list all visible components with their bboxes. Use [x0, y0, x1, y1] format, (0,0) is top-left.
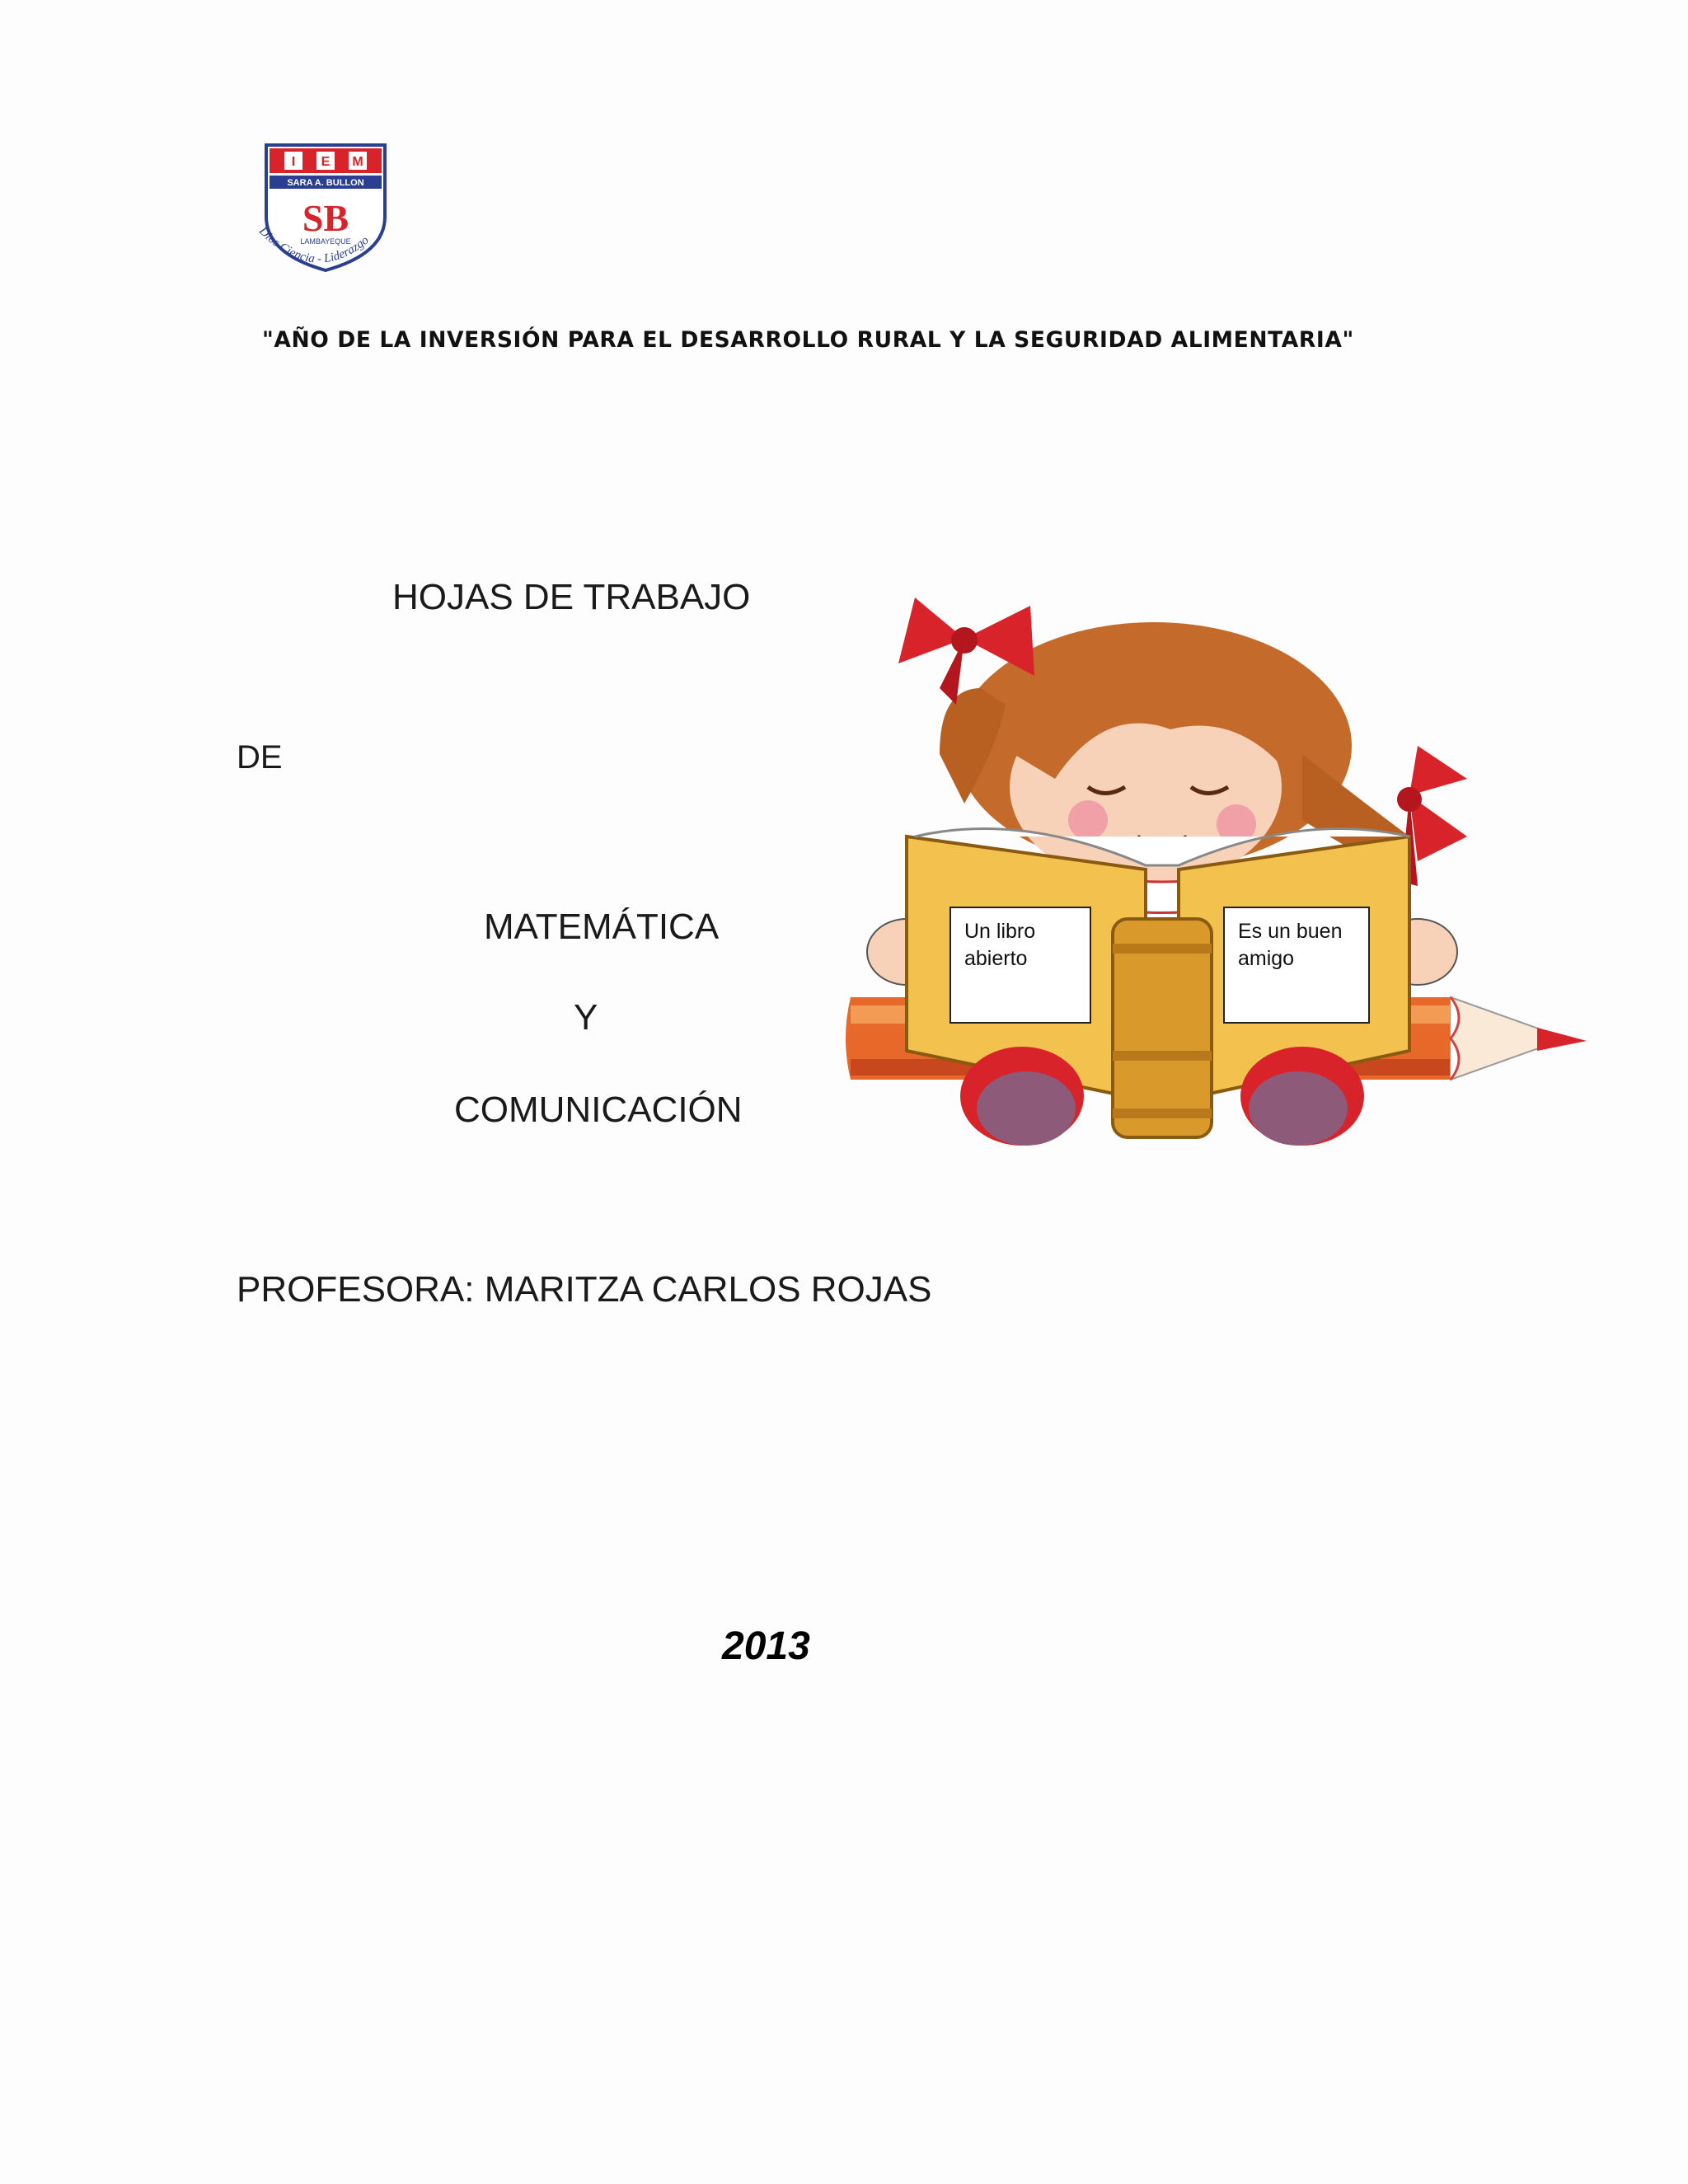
logo-letter-e: E	[321, 155, 331, 169]
caption-right-line2: amigo	[1238, 947, 1295, 970]
logo-letter-i: I	[291, 155, 296, 169]
year-label: 2013	[722, 1624, 810, 1668]
motto-heading: "AÑO DE LA INVERSIÓN PARA EL DESARROLLO RURAL Y LA SEGURIDAD ALIMENTARIA"	[262, 327, 1354, 353]
caption-box-right	[1223, 907, 1370, 1024]
caption-box-left	[950, 907, 1091, 1024]
teacher-name: PROFESORA: MARITZA CARLOS ROJAS	[237, 1269, 932, 1310]
title-line-matematica: MATEMÁTICA	[484, 907, 720, 947]
logo-city: LAMBAYEQUE	[300, 237, 351, 246]
title-line-comunicacion: COMUNICACIÓN	[454, 1090, 743, 1130]
logo-school-name: SARA A. BULLON	[287, 178, 364, 188]
logo-letter-m: M	[352, 155, 363, 169]
caption-right-line1: Es un buen	[1238, 920, 1343, 943]
logo-monogram: SB	[302, 197, 349, 239]
school-crest-logo	[251, 138, 400, 291]
title-line-y: Y	[574, 997, 598, 1038]
girl-reading-illustration	[841, 589, 1595, 1166]
logo-ribbon-text: Dios Ciencia - Liderazgo	[256, 224, 372, 266]
title-line-de: DE	[237, 739, 283, 776]
title-line-hojas: HOJAS DE TRABAJO	[392, 577, 751, 617]
caption-left-line1: Un libro	[964, 920, 1036, 943]
caption-left-line2: abierto	[964, 947, 1028, 970]
right-shoe-icon	[1240, 1047, 1364, 1146]
left-shoe-icon	[960, 1047, 1084, 1146]
